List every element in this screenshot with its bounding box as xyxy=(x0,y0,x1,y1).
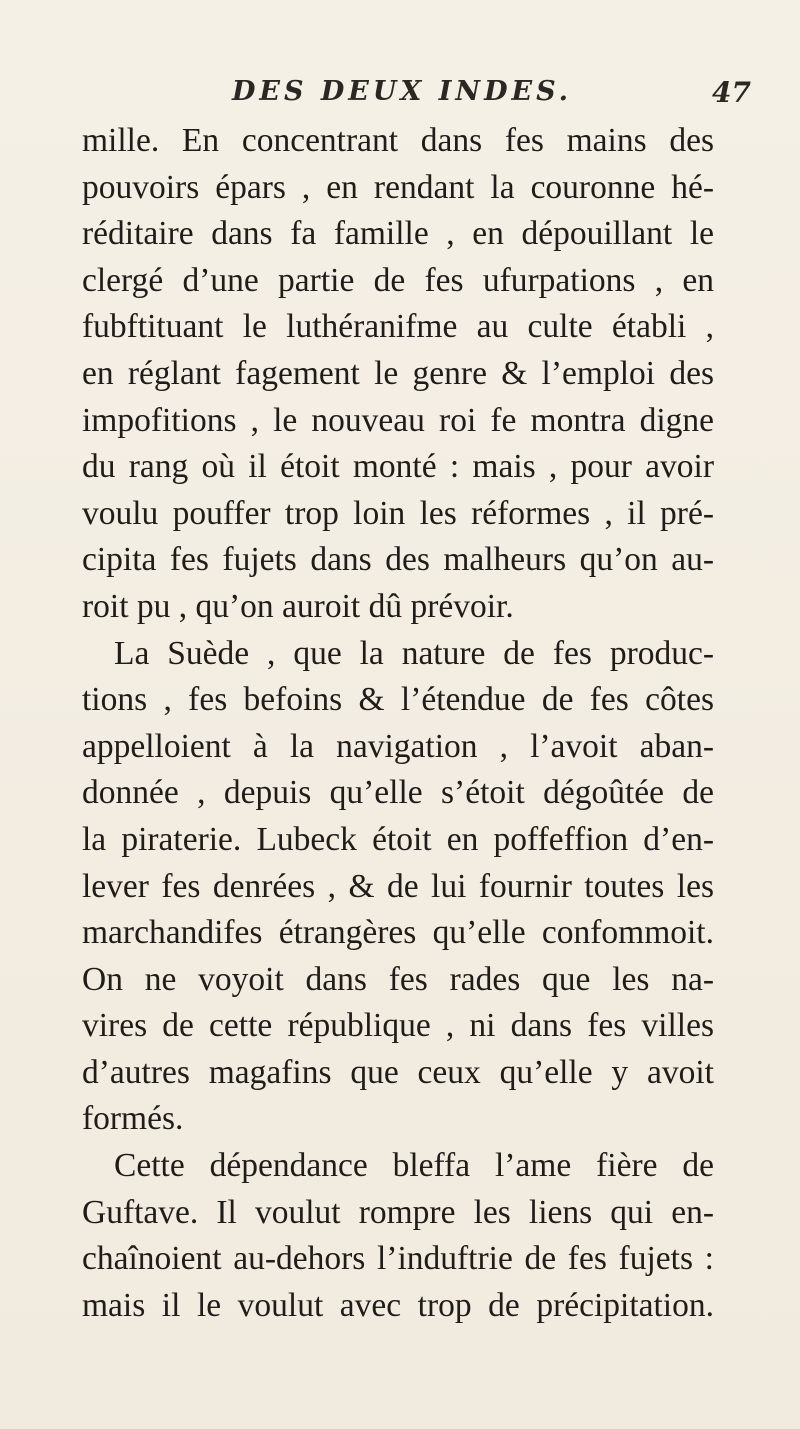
text-line: tions , fes befoins & l’étendue de fes côtes xyxy=(82,681,714,719)
text-line: Cette dépendance bleffa l’ame fière de xyxy=(114,1147,714,1185)
text-line: cipita fes fujets dans des malheurs qu’on au- xyxy=(82,541,714,579)
text-line: roit pu , qu’on auroit dû prévoir. xyxy=(82,587,514,625)
text-line: du rang où il étoit monté : mais , pour avoir xyxy=(82,448,714,486)
text-line: On ne voyoit dans fes rades que les na- xyxy=(82,960,714,998)
text-line: mais il le voulut avec trop de précipitation. xyxy=(82,1286,714,1324)
text-line: clergé d’une partie de fes ufurpations , en xyxy=(82,261,714,299)
text-line: réditaire dans fa famille , en dépouillant le xyxy=(82,215,714,253)
text-line: la piraterie. Lubeck étoit en poffeffion d’en- xyxy=(82,820,714,858)
page-header xyxy=(0,76,800,116)
text-line: Guftave. Il voulut rompre les liens qui en- xyxy=(82,1193,714,1231)
text-line: appelloient à la navigation , l’avoit aban- xyxy=(82,727,714,765)
text-line: chaînoient au-dehors l’induftrie de fes fujets : xyxy=(82,1240,714,1278)
body-text xyxy=(82,118,714,1329)
text-line: marchandifes étrangères qu’elle confommoit. xyxy=(82,914,714,952)
text-line: La Suède , que la nature de fes produc- xyxy=(114,634,714,672)
text-line: donnée , depuis qu’elle s’étoit dégoûtée de xyxy=(82,774,714,812)
text-line: d’autres magafins que ceux qu’elle y avoit xyxy=(82,1053,714,1091)
text-line: vires de cette république , ni dans fes villes xyxy=(82,1007,714,1045)
text-line: en réglant fagement le genre & l’emploi des xyxy=(82,354,714,392)
text-line: impofitions , le nouveau roi fe montra digne xyxy=(82,401,714,439)
text-line: pouvoirs épars , en rendant la couronne hé- xyxy=(82,168,714,206)
page-number: 47 xyxy=(712,76,751,109)
running-title: DES DEUX INDES. xyxy=(232,76,573,107)
text-line: lever fes denrées , & de lui fournir toutes les xyxy=(82,867,714,905)
text-line: voulu pouffer trop loin les réformes , il pré- xyxy=(82,494,714,532)
text-line: fubftituant le luthéranifme au culte établi , xyxy=(82,308,714,346)
text-line: formés. xyxy=(82,1100,184,1138)
text-line: mille. En concentrant dans fes mains des xyxy=(82,122,714,159)
